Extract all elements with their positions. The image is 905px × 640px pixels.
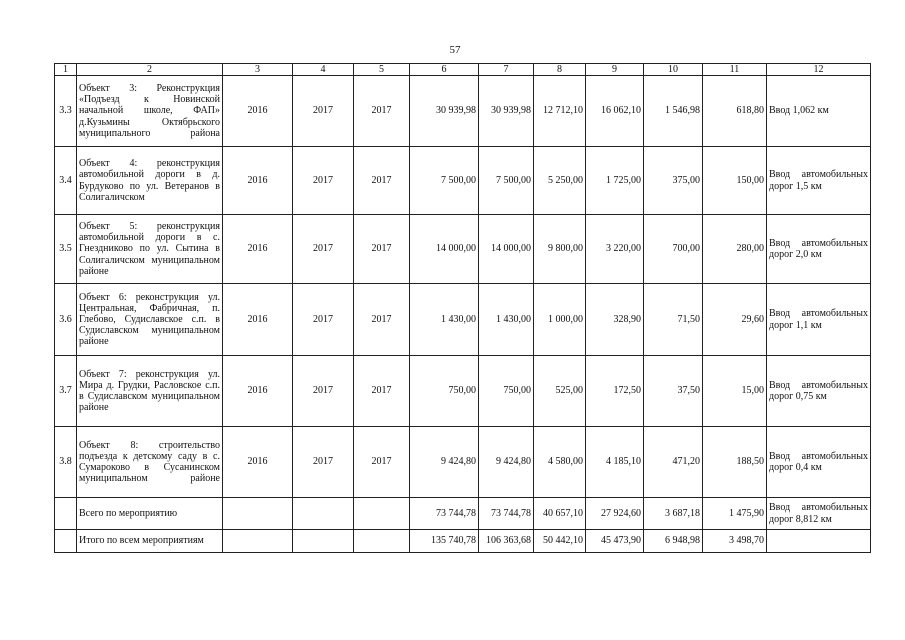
object-description: Объект 5: реконструкция автомобильной дороги в с. Гнездниково по ул. Сытина в Солигаличском муниципальном районе — [77, 215, 223, 284]
header-cell: 9 — [586, 64, 644, 76]
cell-amount: 618,80 — [703, 76, 767, 147]
cell-year: 2017 — [354, 284, 410, 356]
cell-amount: 1 725,00 — [586, 147, 644, 215]
cell-amount: 50 442,10 — [534, 530, 586, 553]
cell-year: 2017 — [354, 147, 410, 215]
row-id: 3.6 — [55, 284, 77, 356]
header-cell: 2 — [77, 64, 223, 76]
row-id: 3.3 — [55, 76, 77, 147]
cell-amount: 9 800,00 — [534, 215, 586, 284]
cell-year: 2017 — [293, 284, 354, 356]
row-id: 3.5 — [55, 215, 77, 284]
table-row — [55, 215, 871, 284]
cell-year: 2017 — [293, 76, 354, 147]
cell-amount: 73 744,78 — [479, 498, 534, 530]
object-description: Объект 8: строительство подъезда к детскому саду в с. Сумароково в Сусанинском муниципальном районе — [77, 427, 223, 498]
total-event-row — [55, 498, 871, 530]
cell-amount: 3 498,70 — [703, 530, 767, 553]
cell-year: 2017 — [293, 427, 354, 498]
cell-year: 2017 — [354, 356, 410, 427]
cell-amount: 328,90 — [586, 284, 644, 356]
cell-amount: 45 473,90 — [586, 530, 644, 553]
cell-amount: 700,00 — [644, 215, 703, 284]
empty-cell — [55, 530, 77, 553]
result-cell: Ввод 1,062 км — [767, 76, 871, 147]
cell-amount: 280,00 — [703, 215, 767, 284]
row-id: 3.4 — [55, 147, 77, 215]
result-cell: Ввод автомобильных дорог 2,0 км — [767, 215, 871, 284]
header-cell: 7 — [479, 64, 534, 76]
cell-amount: 30 939,98 — [479, 76, 534, 147]
empty-cell — [354, 530, 410, 553]
cell-amount: 3 220,00 — [586, 215, 644, 284]
cell-amount: 71,50 — [644, 284, 703, 356]
cell-amount: 1 000,00 — [534, 284, 586, 356]
cell-year: 2016 — [223, 215, 293, 284]
page-number: 57 — [449, 44, 461, 56]
cell-amount: 14 000,00 — [410, 215, 479, 284]
header-cell: 3 — [223, 64, 293, 76]
cell-year: 2017 — [354, 215, 410, 284]
cell-amount: 73 744,78 — [410, 498, 479, 530]
header-cell: 11 — [703, 64, 767, 76]
budget-table — [54, 63, 871, 553]
header-row — [55, 64, 871, 76]
empty-cell — [55, 498, 77, 530]
cell-amount: 106 363,68 — [479, 530, 534, 553]
result-cell: Ввод автомобильных дорог 8,812 км — [767, 498, 871, 530]
cell-amount: 188,50 — [703, 427, 767, 498]
cell-amount: 3 687,18 — [644, 498, 703, 530]
result-cell: Ввод автомобильных дорог 1,1 км — [767, 284, 871, 356]
cell-year: 2017 — [293, 147, 354, 215]
cell-amount: 1 475,90 — [703, 498, 767, 530]
cell-year: 2017 — [354, 76, 410, 147]
total-all-row — [55, 530, 871, 553]
table-row — [55, 76, 871, 147]
cell-amount: 375,00 — [644, 147, 703, 215]
cell-amount: 1 430,00 — [410, 284, 479, 356]
cell-year: 2017 — [293, 356, 354, 427]
empty-cell — [354, 498, 410, 530]
header-cell: 10 — [644, 64, 703, 76]
cell-amount: 1 546,98 — [644, 76, 703, 147]
cell-year: 2016 — [223, 76, 293, 147]
table-row — [55, 284, 871, 356]
empty-cell — [223, 498, 293, 530]
header-cell: 1 — [55, 64, 77, 76]
cell-amount: 750,00 — [479, 356, 534, 427]
cell-amount: 30 939,98 — [410, 76, 479, 147]
object-description: Объект 3: Реконструкция «Подъезд к Новинской начальной школе, ФАП» д.Кузьмины Октябрьского муниципального района — [77, 76, 223, 147]
cell-amount: 12 712,10 — [534, 76, 586, 147]
empty-cell — [293, 530, 354, 553]
cell-amount: 525,00 — [534, 356, 586, 427]
total-event-label: Всего по мероприятию — [77, 498, 223, 530]
header-cell: 12 — [767, 64, 871, 76]
object-description: Объект 6: реконструкция ул. Центральная, Фабричная, п. Глебово, Судиславское с.п. в Судиславском муниципальном районе — [77, 284, 223, 356]
cell-year: 2016 — [223, 356, 293, 427]
cell-amount: 27 924,60 — [586, 498, 644, 530]
cell-year: 2016 — [223, 284, 293, 356]
header-cell: 8 — [534, 64, 586, 76]
cell-amount: 37,50 — [644, 356, 703, 427]
empty-cell — [293, 498, 354, 530]
cell-amount: 172,50 — [586, 356, 644, 427]
cell-year: 2016 — [223, 427, 293, 498]
cell-amount: 471,20 — [644, 427, 703, 498]
cell-amount: 150,00 — [703, 147, 767, 215]
cell-amount: 7 500,00 — [410, 147, 479, 215]
row-id: 3.8 — [55, 427, 77, 498]
cell-amount: 4 185,10 — [586, 427, 644, 498]
result-cell: Ввод автомобильных дорог 0,4 км — [767, 427, 871, 498]
header-cell: 5 — [354, 64, 410, 76]
object-description: Объект 7: реконструкция ул. Мира д. Грудки, Расловское с.п. в Судиславском муниципальном районе — [77, 356, 223, 427]
cell-amount: 16 062,10 — [586, 76, 644, 147]
result-cell: Ввод автомобильных дорог 1,5 км — [767, 147, 871, 215]
cell-amount: 14 000,00 — [479, 215, 534, 284]
cell-amount: 750,00 — [410, 356, 479, 427]
cell-amount: 5 250,00 — [534, 147, 586, 215]
cell-year: 2016 — [223, 147, 293, 215]
cell-year: 2017 — [354, 427, 410, 498]
cell-amount: 4 580,00 — [534, 427, 586, 498]
cell-amount: 9 424,80 — [479, 427, 534, 498]
result-cell: Ввод автомобильных дорог 0,75 км — [767, 356, 871, 427]
header-cell: 6 — [410, 64, 479, 76]
cell-year: 2017 — [293, 215, 354, 284]
cell-amount: 7 500,00 — [479, 147, 534, 215]
object-description: Объект 4: реконструкция автомобильной дороги в д. Бурдуково по ул. Ветеранов в Солигаличском — [77, 147, 223, 215]
cell-amount: 9 424,80 — [410, 427, 479, 498]
cell-amount: 15,00 — [703, 356, 767, 427]
empty-cell — [223, 530, 293, 553]
row-id: 3.7 — [55, 356, 77, 427]
cell-amount: 29,60 — [703, 284, 767, 356]
cell-amount: 1 430,00 — [479, 284, 534, 356]
table-row — [55, 427, 871, 498]
cell-amount: 40 657,10 — [534, 498, 586, 530]
cell-amount: 6 948,98 — [644, 530, 703, 553]
result-cell — [767, 530, 871, 553]
table-row — [55, 147, 871, 215]
header-cell: 4 — [293, 64, 354, 76]
total-all-label: Итого по всем мероприятиям — [77, 530, 223, 553]
cell-amount: 135 740,78 — [410, 530, 479, 553]
table-row — [55, 356, 871, 427]
